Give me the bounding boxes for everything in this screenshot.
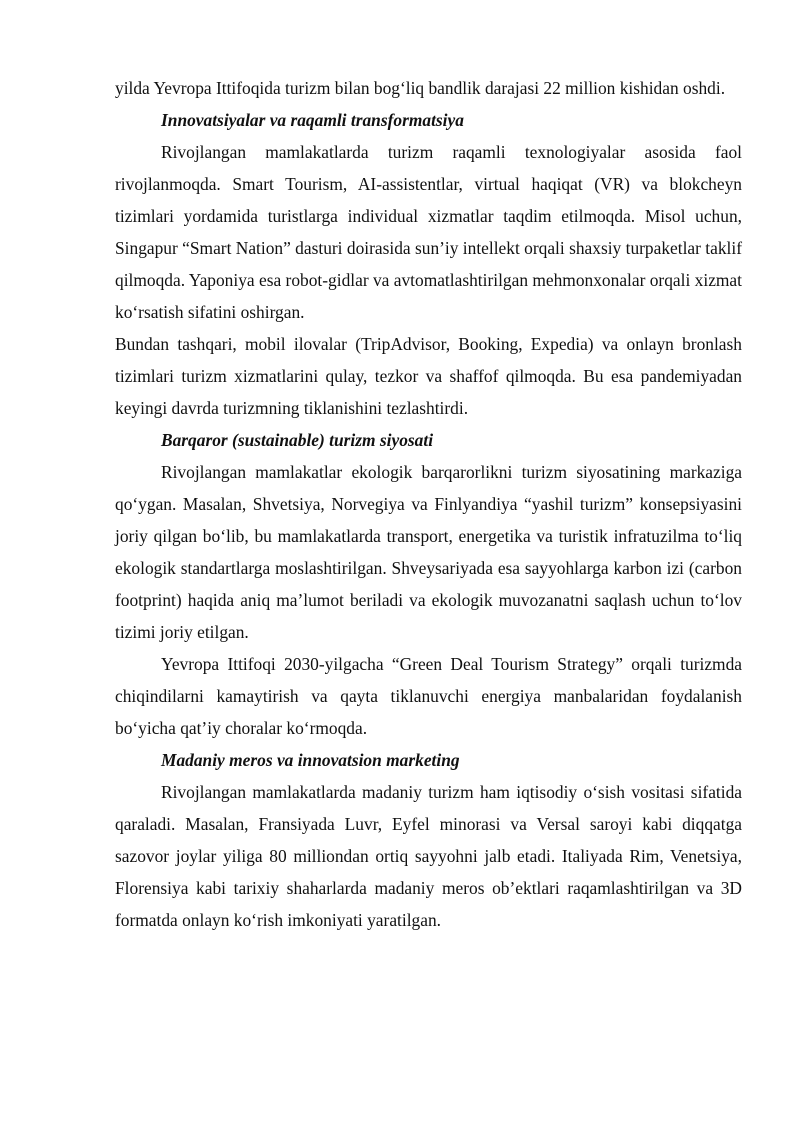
paragraph-green-deal: Yevropa Ittifoqi 2030-yilgacha “Green Deal Tourism Strategy” orqali turizmda chiqindilarni kamaytirish va qayta tiklanuvchi energiya manbalaridan foydalanish bo‘yicha qat’iy choralar ko‘rmoqda. (115, 654, 742, 738)
section-heading-cultural-heritage: Madaniy meros va innovatsion marketing (161, 750, 460, 770)
paragraph-cultural-tourism: Rivojlangan mamlakatlarda madaniy turizm ham iqtisodiy o‘sish vositasi sifatida qaraladi. Masalan, Fransiyada Luvr, Eyfel minorasi va Versal saroyi kabi diqqatga sazovor joylar yiliga 80 milliondan ortiq sayyohni jalb etadi. Italiyada Rim, Venetsiya, Florensiya kabi tarixiy shaharlarda madaniy meros ob’ektlari raqamlashtirilgan va 3D formatda onlayn ko‘rish imkoniyati yaratilgan. (115, 782, 742, 930)
document-page (115, 72, 742, 936)
paragraph-digital-tourism: Rivojlangan mamlakatlarda turizm raqamli texnologiyalar asosida faol rivojlanmoqda. Smart Tourism, AI-assistentlar, virtual haqiqat (VR) va blokcheyn tizimlari yordamida turistlarga individual xizmatlar taqdim etilmoqda. Misol uchun, Singapur “Smart Nation” dasturi doirasida sun’iy intellekt orqali shaxsiy turpaketlar taklif qilmoqda. Yaponiya esa robot-gidlar va avtomatlashtirilgan mehmonxonalar orqali xizmat ko‘rsatish sifatini oshirgan. (115, 142, 742, 322)
paragraph-continuation: yilda Yevropa Ittifoqida turizm bilan bog‘liq bandlik darajasi 22 million kishidan oshdi. (115, 78, 726, 98)
section-heading-innovations: Innovatsiyalar va raqamli transformatsiya (161, 110, 464, 130)
paragraph-green-tourism: Rivojlangan mamlakatlar ekologik barqarorlikni turizm siyosatining markaziga qo‘ygan. Masalan, Shvetsiya, Norvegiya va Finlyandiya “yashil turizm” konsepsiyasini joriy qilgan bo‘lib, bu mamlakatlarda transport, energetika va turistik infratuzilma to‘liq ekologik standartlarga moslashtirilgan. Shveysariyada esa sayyohlarga karbon izi (carbon footprint) haqida aniq ma’lumot beriladi va ekologik muvozanatni saqlash uchun to‘lov tizimi joriy etilgan. (115, 462, 742, 642)
paragraph-mobile-apps: Bundan tashqari, mobil ilovalar (TripAdvisor, Booking, Expedia) va onlayn bronlash tizimlari turizm xizmatlarini qulay, tezkor va shaffof qilmoqda. Bu esa pandemiyadan keyingi davrda turizmning tiklanishini tezlashtirdi. (115, 334, 742, 418)
section-heading-sustainable: Barqaror (sustainable) turizm siyosati (161, 430, 434, 450)
